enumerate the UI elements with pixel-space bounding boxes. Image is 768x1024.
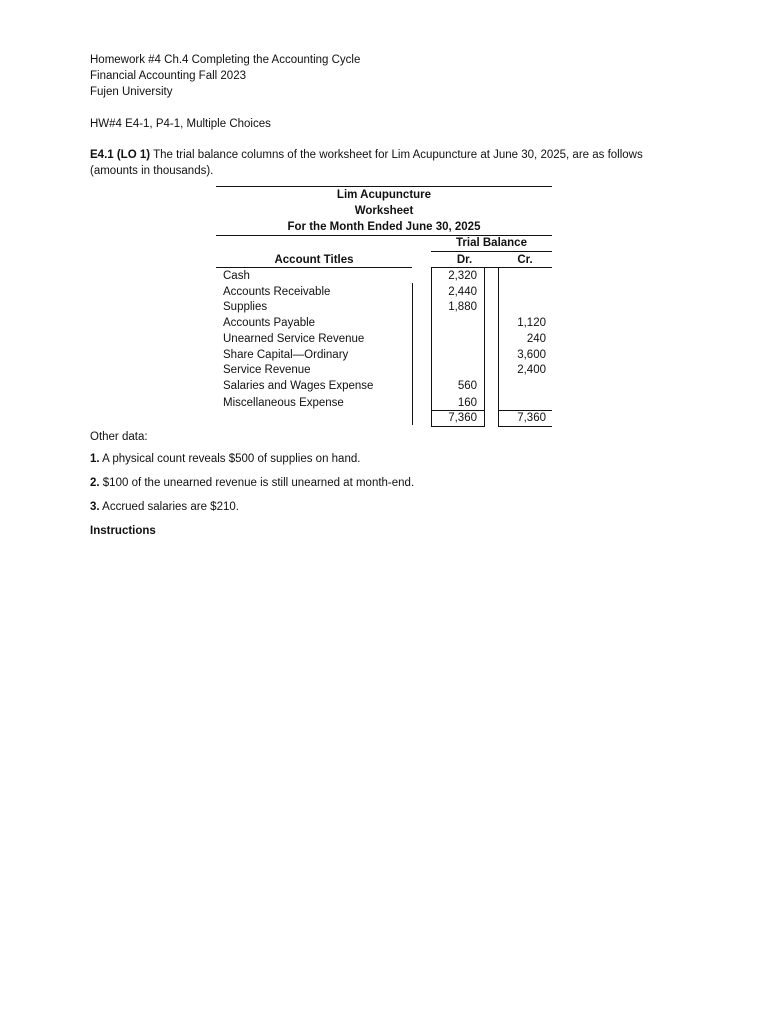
debit-amount: 1,880 <box>448 301 477 313</box>
account-title: Supplies <box>223 301 268 313</box>
item-number: 3. <box>90 501 100 513</box>
item-text: A physical count reveals $500 of supplies on hand. <box>99 453 361 465</box>
other-data-item <box>90 499 239 515</box>
assignment-line: HW#4 E4-1, P4-1, Multiple Choices <box>90 118 271 130</box>
worksheet-company: Lim Acupuncture <box>336 189 432 201</box>
other-data-item <box>90 475 414 491</box>
exercise-intro <box>90 147 643 163</box>
account-title: Service Revenue <box>223 364 311 376</box>
other-data-heading: Other data: <box>90 431 148 443</box>
account-title: Miscellaneous Expense <box>223 397 344 409</box>
exercise-label: E4.1 (LO 1) <box>90 149 151 161</box>
debit-amount: 560 <box>457 380 477 392</box>
university-name: Fujen University <box>90 86 173 98</box>
credit-column-header: Cr. <box>517 254 533 266</box>
credit-total: 7,360 <box>517 412 546 424</box>
item-number: 2. <box>90 477 100 489</box>
instructions-heading: Instructions <box>90 525 156 537</box>
debit-amount: 2,320 <box>448 270 477 282</box>
item-number: 1. <box>90 453 100 465</box>
worksheet-title: Worksheet <box>354 205 414 217</box>
account-title: Accounts Receivable <box>223 286 331 298</box>
credit-amount: 3,600 <box>517 349 546 361</box>
debit-total: 7,360 <box>448 412 477 424</box>
debit-amount: 2,440 <box>448 286 477 298</box>
exercise-intro-text: The trial balance columns of the worksheet for Lim Acupuncture at June 30, 2025, are as follows <box>150 149 643 161</box>
other-data-item <box>90 451 360 467</box>
titles-right-border <box>412 283 413 425</box>
account-title: Share Capital—Ordinary <box>223 349 349 361</box>
worksheet-period: For the Month Ended June 30, 2025 <box>287 221 481 233</box>
course-heading: Homework #4 Ch.4 Completing the Accounting Cycle <box>90 54 361 66</box>
credit-amount: 2,400 <box>517 364 546 376</box>
debit-amount: 160 <box>457 397 477 409</box>
account-title: Unearned Service Revenue <box>223 333 365 345</box>
credit-amount: 1,120 <box>517 317 546 329</box>
credit-total-underline <box>498 426 552 427</box>
debit-column-header: Dr. <box>456 254 473 266</box>
account-titles-header: Account Titles <box>274 254 354 266</box>
account-title: Accounts Payable <box>223 317 316 329</box>
debit-total-underline <box>431 426 485 427</box>
item-text: $100 of the unearned revenue is still unearned at month-end. <box>99 477 415 489</box>
account-title: Salaries and Wages Expense <box>223 380 374 392</box>
trial-balance-heading: Trial Balance <box>456 237 527 249</box>
credit-amount: 240 <box>526 333 546 345</box>
debit-right-border <box>484 267 485 427</box>
course-term: Financial Accounting Fall 2023 <box>90 70 246 82</box>
account-title: Cash <box>223 270 250 282</box>
exercise-intro-continued: (amounts in thousands). <box>90 165 214 177</box>
item-text: Accrued salaries are $210. <box>99 501 239 513</box>
